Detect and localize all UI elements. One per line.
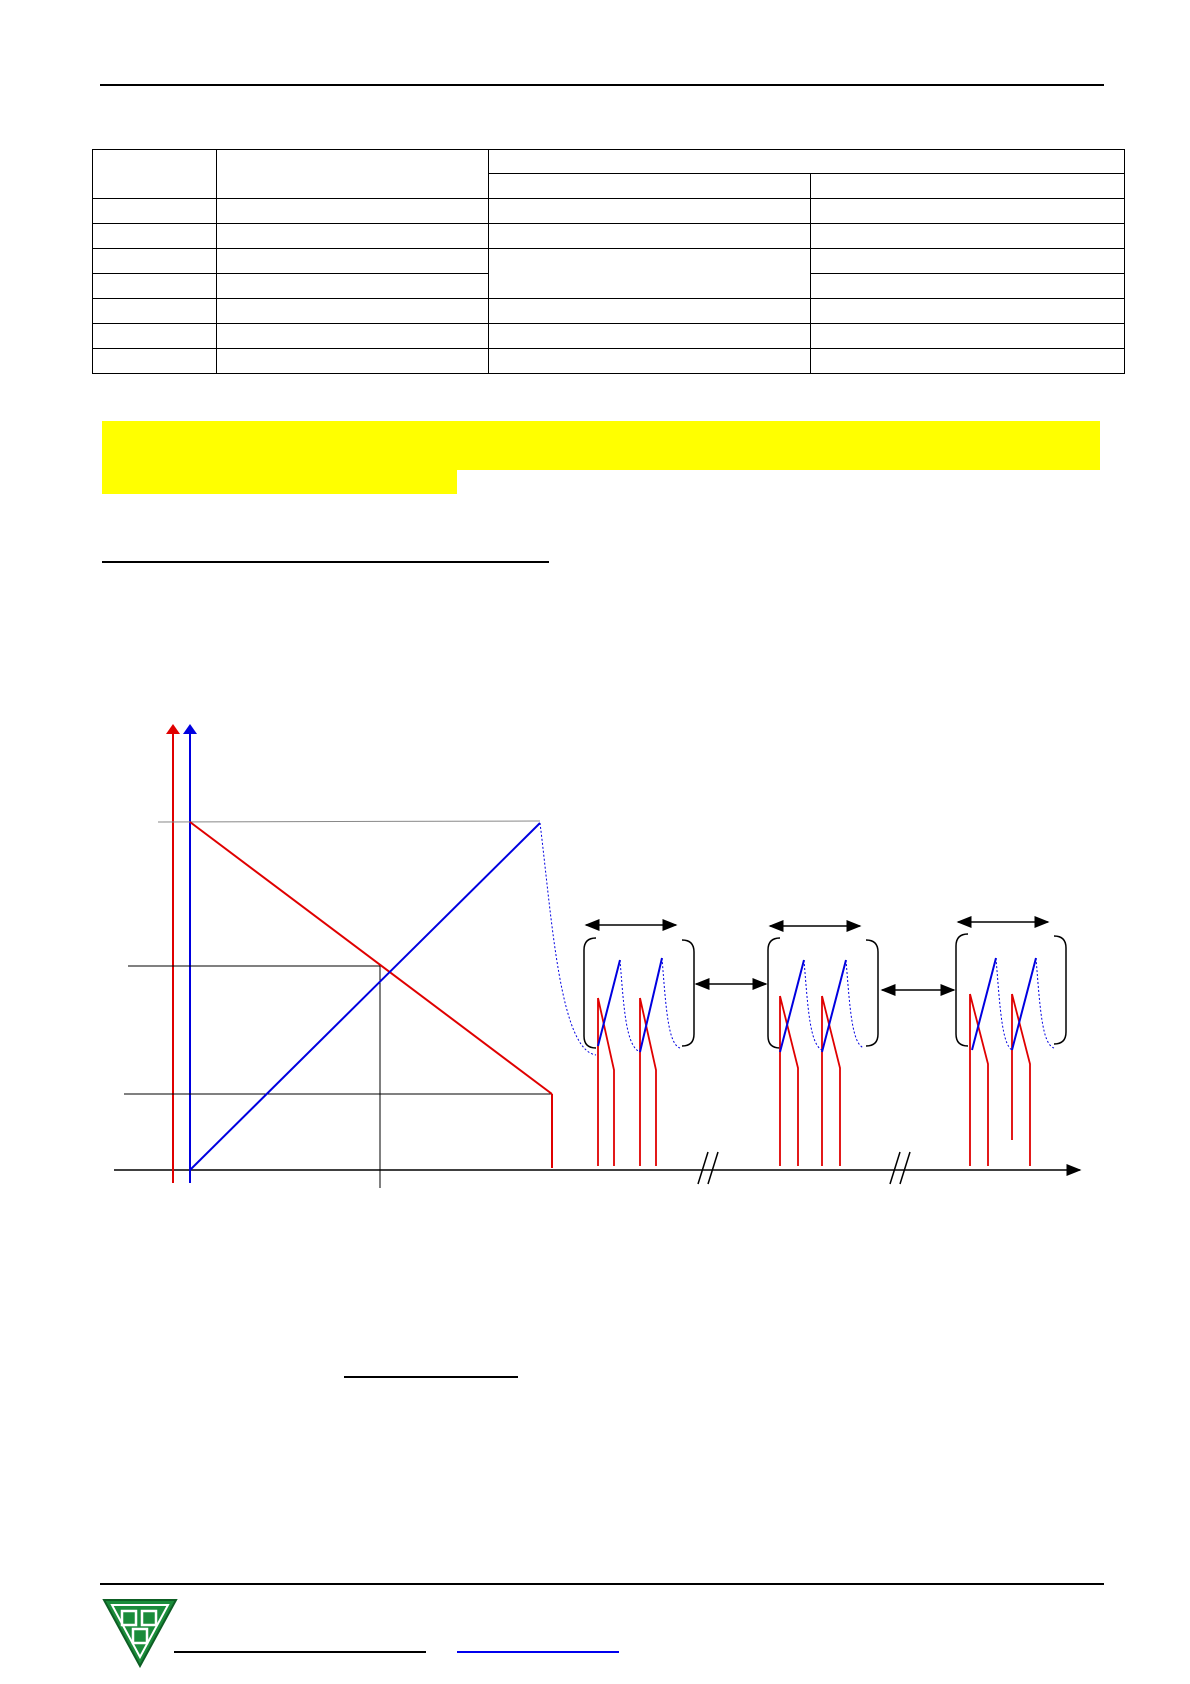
table-cell — [811, 249, 1125, 274]
table-cell — [93, 224, 217, 249]
reference-line-top — [158, 821, 540, 822]
blue-decay-curve — [540, 823, 596, 1055]
table-cell — [93, 150, 217, 199]
table-cell — [217, 299, 489, 324]
header-rule — [100, 84, 1104, 86]
table-cell — [217, 199, 489, 224]
table-cell — [811, 224, 1125, 249]
axis-break-1 — [698, 1152, 718, 1184]
blue-ramp — [190, 823, 540, 1170]
blue-axis-arrowhead — [183, 724, 197, 734]
table-cell — [489, 249, 811, 299]
table-cell — [489, 324, 811, 349]
section-heading-underline — [102, 561, 549, 563]
table-cell — [489, 199, 811, 224]
footer-rule — [100, 1583, 1104, 1585]
table-cell — [93, 324, 217, 349]
group-bracket-right — [866, 940, 878, 1046]
table-cell — [489, 150, 1125, 174]
table-cell — [489, 349, 811, 374]
table-cell — [489, 224, 811, 249]
table-cell — [811, 199, 1125, 224]
table-cell — [217, 150, 489, 199]
table-row — [93, 324, 1125, 349]
axis-break-2 — [890, 1152, 910, 1184]
table-cell — [489, 174, 811, 199]
table-cell — [811, 349, 1125, 374]
table-cell — [217, 224, 489, 249]
table-row — [93, 224, 1125, 249]
timing-diagram — [0, 700, 1190, 1210]
table-row — [93, 349, 1125, 374]
table-cell — [93, 274, 217, 299]
red-ramp — [190, 822, 552, 1094]
burst-group-1 — [584, 925, 694, 1166]
table-cell — [93, 349, 217, 374]
group-bracket-left — [584, 938, 596, 1048]
table-cell — [93, 249, 217, 274]
table-cell — [217, 249, 489, 274]
table-row — [93, 249, 1125, 274]
table-row — [93, 150, 1125, 174]
table-cell — [93, 299, 217, 324]
group-bracket-left — [768, 938, 780, 1048]
table-cell — [811, 274, 1125, 299]
company-logo-icon — [102, 1596, 178, 1668]
table-cell — [217, 324, 489, 349]
group-bracket-right — [682, 940, 694, 1046]
highlighted-note-continuation — [102, 470, 457, 494]
table-cell — [811, 299, 1125, 324]
table-cell — [811, 324, 1125, 349]
table-cell — [93, 199, 217, 224]
group-bracket-right — [1054, 936, 1066, 1044]
group-bracket-left — [956, 934, 968, 1046]
table-cell — [217, 274, 489, 299]
spec-table — [92, 149, 1125, 374]
footer-link[interactable] — [457, 1651, 619, 1653]
table-cell — [811, 174, 1125, 199]
table-row — [93, 299, 1125, 324]
reference-underline — [344, 1376, 518, 1378]
red-axis-arrowhead — [166, 724, 180, 734]
burst-group-3 — [956, 922, 1066, 1166]
highlighted-note — [102, 421, 1100, 470]
table-cell — [217, 349, 489, 374]
table-cell — [489, 299, 811, 324]
burst-group-2 — [768, 926, 878, 1166]
table-row — [93, 199, 1125, 224]
footer-text-underline — [174, 1651, 426, 1653]
